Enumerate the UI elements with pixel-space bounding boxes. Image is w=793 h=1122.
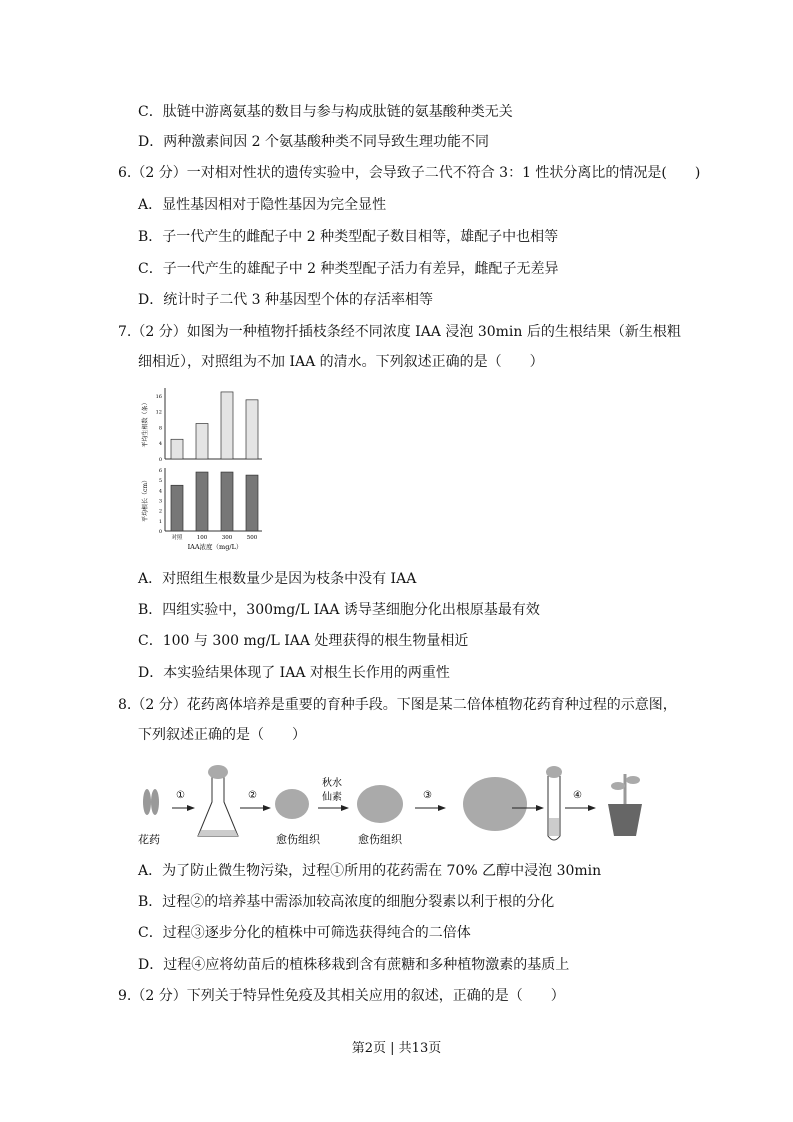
option-text: C．子一代产生的雄配子中 2 种类型配子活力有差异，雌配子无差异	[138, 261, 559, 277]
y-tick-label: 2	[158, 508, 162, 515]
y-tick-label: 4	[158, 441, 162, 448]
label-colchicine-1: 秋水	[322, 778, 342, 789]
label-colchicine-2: 仙素	[322, 792, 342, 803]
x-tick-label: 对照	[171, 535, 183, 541]
option-text: D．两种激素间因 2 个氨基酸种类不同导致生理功能不同	[138, 134, 490, 150]
y-tick-label: 3	[158, 498, 162, 505]
option-text: C．肽链中游离氨基的数目与参与构成肽链的氨基酸种类无关	[138, 104, 513, 120]
potted-plant-icon	[608, 774, 642, 836]
bar	[246, 475, 258, 531]
x-tick-label: 100	[196, 535, 208, 541]
question-text: 8.（2 分）花药离体培养是重要的育种手段。下图是某二倍体植物花药育种过程的示意图，	[118, 697, 677, 713]
step-1: ①	[176, 790, 185, 801]
step-4: ④	[573, 790, 582, 801]
question-text: 6.（2 分）一对相对性状的遗传实验中，会导致子二代不符合 3：1 性状分离比的情况是( )	[118, 165, 701, 181]
y-tick-label: 0	[158, 529, 162, 535]
bar	[221, 392, 233, 459]
label-callus-2: 愈伤组织	[358, 833, 402, 846]
x-axis-label: IAA浓度（mg/L）	[187, 543, 243, 551]
iaa-rooting-chart	[135, 380, 275, 555]
question-text: 7.（2 分）如图为一种植物扦插枝条经不同浓度 IAA 浸泡 30min 后的生根结果（新生根粗	[118, 324, 681, 340]
page-footer: 第2页 | 共13页	[351, 1041, 442, 1056]
option-text: A．对照组生根数量少是因为枝条中没有 IAA	[138, 571, 417, 587]
callus-icon	[357, 785, 403, 823]
y-tick-label: 1	[158, 518, 162, 525]
y-tick-label: 16	[155, 393, 162, 400]
option-text: B．过程②的培养基中需添加较高浓度的细胞分裂素以利于根的分化	[138, 894, 555, 910]
y-tick-label: 6	[158, 468, 162, 475]
option-text: C．过程③逐步分化的植株中可筛选获得纯合的二倍体	[138, 925, 471, 941]
label-anther: 花药	[138, 833, 160, 846]
option-text: A．为了防止微生物污染，过程①所用的花药需在 70% 乙醇中浸泡 30min	[138, 863, 602, 879]
option-text: A．显性基因相对于隐性基因为完全显性	[138, 197, 387, 213]
question-text: 9.（2 分）下列关于特异性免疫及其相关应用的叙述，正确的是（ ）	[118, 988, 565, 1004]
y-tick-label: 5	[158, 478, 162, 485]
option-text: B．四组实验中，300mg/L IAA 诱导茎细胞分化出根原基最有效	[138, 602, 540, 618]
bar	[171, 439, 183, 459]
callus-icon	[275, 789, 309, 819]
bar	[246, 400, 258, 459]
step-3: ③	[423, 790, 432, 801]
bar	[196, 424, 208, 460]
anther-culture-diagram	[130, 760, 680, 850]
plantlet-cluster-icon	[463, 777, 527, 831]
bar	[196, 472, 208, 531]
option-text: B．子一代产生的雌配子中 2 种类型配子数目相等，雄配子中也相等	[138, 229, 559, 245]
option-text: C．100 与 300 mg/L IAA 处理获得的根生物量相近	[138, 633, 469, 649]
x-tick-label: 300	[221, 535, 233, 541]
label-callus-1: 愈伤组织	[276, 833, 320, 846]
step-2: ②	[248, 790, 257, 801]
option-text: 细相近），对照组为不加 IAA 的清水。下列叙述正确的是（ ）	[138, 354, 544, 370]
y-tick-label: 8	[158, 425, 162, 432]
anther-icon	[143, 789, 159, 815]
option-text: D．过程④应将幼苗后的植株移栽到含有蔗糖和多种植物激素的基质上	[138, 957, 570, 973]
y-axis-label: 平均生根数（条）	[142, 399, 149, 448]
bar	[221, 472, 233, 531]
y-axis-label: 平均根长（cm）	[142, 476, 149, 523]
y-tick-label: 0	[158, 457, 162, 463]
bar	[171, 485, 183, 531]
y-tick-label: 4	[158, 488, 162, 495]
test-tube-icon	[546, 766, 562, 840]
option-text: D．本实验结果体现了 IAA 对根生长作用的两重性	[138, 665, 450, 681]
x-tick-label: 500	[246, 535, 258, 541]
flask-icon	[198, 765, 238, 836]
option-text: 下列叙述正确的是（ ）	[138, 727, 306, 743]
y-tick-label: 12	[155, 409, 162, 416]
option-text: D．统计时子二代 3 种基因型个体的存活率相等	[138, 292, 434, 308]
